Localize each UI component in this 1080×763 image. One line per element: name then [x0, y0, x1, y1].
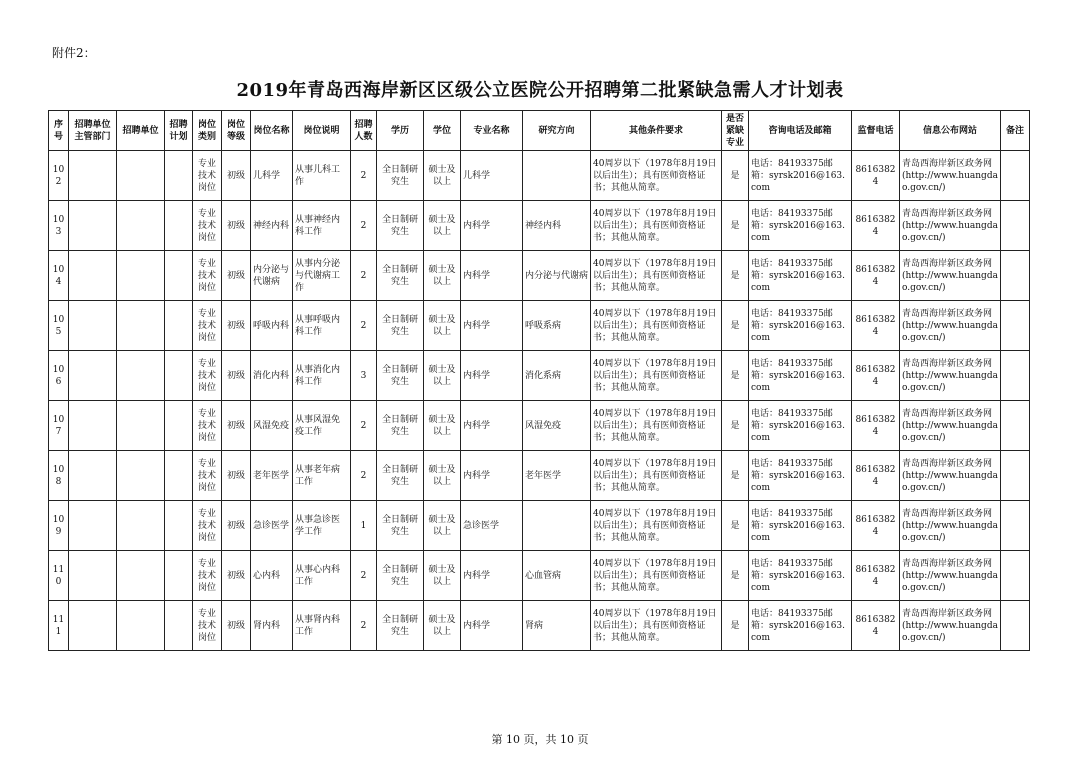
cell-research [523, 151, 591, 201]
cell-plan [165, 501, 193, 551]
cell-contact: 电话：84193375邮箱：syrsk2016@163.com [749, 551, 852, 601]
cell-seq: 107 [49, 401, 69, 451]
cell-post-type: 专业技术岗位 [193, 201, 222, 251]
cell-post-desc: 从事儿科工作 [293, 151, 351, 201]
cell-remark [1001, 251, 1030, 301]
cell-post-type: 专业技术岗位 [193, 451, 222, 501]
cell-supervise: 86163824 [852, 551, 900, 601]
cell-contact: 电话：84193375邮箱：syrsk2016@163.com [749, 601, 852, 651]
table-row [49, 201, 1030, 251]
cell-other: 40周岁以下（1978年8月19日以后出生）；具有医师资格证书；其他从简章。 [591, 251, 722, 301]
cell-plan [165, 551, 193, 601]
cell-supervise: 86163824 [852, 251, 900, 301]
header-unit: 招聘单位 [117, 111, 165, 151]
cell-supervise: 86163824 [852, 301, 900, 351]
header-row [49, 111, 1030, 151]
cell-plan [165, 401, 193, 451]
cell-plan [165, 301, 193, 351]
cell-post-type: 专业技术岗位 [193, 601, 222, 651]
cell-education: 全日制研究生 [377, 351, 424, 401]
cell-education: 全日制研究生 [377, 451, 424, 501]
cell-info: 青岛西海岸新区政务网(http://www.huangdao.gov.cn/) [900, 151, 1001, 201]
cell-post-name: 老年医学 [251, 451, 293, 501]
cell-unit [117, 551, 165, 601]
cell-post-desc: 从事内分泌与代谢病工作 [293, 251, 351, 301]
cell-info: 青岛西海岸新区政务网(http://www.huangdao.gov.cn/) [900, 351, 1001, 401]
cell-post-name: 消化内科 [251, 351, 293, 401]
cell-research: 心血管病 [523, 551, 591, 601]
cell-post-level: 初级 [222, 251, 251, 301]
cell-education: 全日制研究生 [377, 301, 424, 351]
header-seq: 序号 [49, 111, 69, 151]
table-row [49, 451, 1030, 501]
cell-major: 儿科学 [461, 151, 523, 201]
cell-unit [117, 301, 165, 351]
cell-info: 青岛西海岸新区政务网(http://www.huangdao.gov.cn/) [900, 301, 1001, 351]
cell-shortage: 是 [722, 301, 749, 351]
cell-dept [69, 451, 117, 501]
header-remark: 备注 [1001, 111, 1030, 151]
cell-remark [1001, 501, 1030, 551]
cell-seq: 103 [49, 201, 69, 251]
cell-post-level: 初级 [222, 601, 251, 651]
cell-dept [69, 551, 117, 601]
header-post-name: 岗位名称 [251, 111, 293, 151]
cell-remark [1001, 301, 1030, 351]
header-education: 学历 [377, 111, 424, 151]
cell-remark [1001, 451, 1030, 501]
cell-post-type: 专业技术岗位 [193, 551, 222, 601]
cell-degree: 硕士及以上 [424, 151, 461, 201]
cell-remark [1001, 151, 1030, 201]
cell-degree: 硕士及以上 [424, 201, 461, 251]
cell-plan [165, 351, 193, 401]
cell-post-name: 急诊医学 [251, 501, 293, 551]
cell-shortage: 是 [722, 501, 749, 551]
cell-post-name: 风湿免疫 [251, 401, 293, 451]
header-major: 专业名称 [461, 111, 523, 151]
table-row [49, 401, 1030, 451]
table-row [49, 351, 1030, 401]
cell-supervise: 86163824 [852, 351, 900, 401]
cell-post-name: 儿科学 [251, 151, 293, 201]
cell-post-level: 初级 [222, 151, 251, 201]
page-title: 2019年青岛西海岸新区区级公立医院公开招聘第二批紧缺急需人才计划表 [236, 80, 844, 101]
cell-major: 内科学 [461, 451, 523, 501]
attachment-label: 附件2： [52, 46, 96, 60]
table-row [49, 551, 1030, 601]
cell-research: 风湿免疫 [523, 401, 591, 451]
cell-other: 40周岁以下（1978年8月19日以后出生）；具有医师资格证书；其他从简章。 [591, 351, 722, 401]
cell-plan [165, 601, 193, 651]
cell-info: 青岛西海岸新区政务网(http://www.huangdao.gov.cn/) [900, 201, 1001, 251]
cell-count: 1 [351, 501, 377, 551]
cell-post-level: 初级 [222, 351, 251, 401]
cell-post-level: 初级 [222, 401, 251, 451]
table-row [49, 501, 1030, 551]
header-degree: 学位 [424, 111, 461, 151]
cell-degree: 硕士及以上 [424, 401, 461, 451]
cell-shortage: 是 [722, 201, 749, 251]
cell-other: 40周岁以下（1978年8月19日以后出生）；具有医师资格证书；其他从简章。 [591, 451, 722, 501]
cell-unit [117, 401, 165, 451]
cell-count: 2 [351, 201, 377, 251]
cell-other: 40周岁以下（1978年8月19日以后出生）；具有医师资格证书；其他从简章。 [591, 301, 722, 351]
cell-major: 内科学 [461, 401, 523, 451]
cell-info: 青岛西海岸新区政务网(http://www.huangdao.gov.cn/) [900, 601, 1001, 651]
cell-education: 全日制研究生 [377, 501, 424, 551]
cell-seq: 111 [49, 601, 69, 651]
cell-seq: 108 [49, 451, 69, 501]
header-contact: 咨询电话及邮箱 [749, 111, 852, 151]
cell-post-name: 内分泌与代谢病 [251, 251, 293, 301]
cell-remark [1001, 201, 1030, 251]
cell-dept [69, 201, 117, 251]
cell-dept [69, 401, 117, 451]
header-dept: 招聘单位主管部门 [69, 111, 117, 151]
header-supervise: 监督电话 [852, 111, 900, 151]
cell-dept [69, 301, 117, 351]
cell-supervise: 86163824 [852, 201, 900, 251]
cell-unit [117, 601, 165, 651]
cell-unit [117, 201, 165, 251]
cell-seq: 109 [49, 501, 69, 551]
cell-seq: 102 [49, 151, 69, 201]
cell-info: 青岛西海岸新区政务网(http://www.huangdao.gov.cn/) [900, 451, 1001, 501]
cell-post-desc: 从事心内科工作 [293, 551, 351, 601]
cell-supervise: 86163824 [852, 451, 900, 501]
cell-unit [117, 151, 165, 201]
cell-research: 老年医学 [523, 451, 591, 501]
cell-shortage: 是 [722, 401, 749, 451]
cell-post-type: 专业技术岗位 [193, 301, 222, 351]
cell-post-type: 专业技术岗位 [193, 151, 222, 201]
header-post-type: 岗位类别 [193, 111, 222, 151]
cell-major: 内科学 [461, 301, 523, 351]
cell-info: 青岛西海岸新区政务网(http://www.huangdao.gov.cn/) [900, 551, 1001, 601]
cell-major: 内科学 [461, 601, 523, 651]
cell-count: 2 [351, 301, 377, 351]
cell-education: 全日制研究生 [377, 251, 424, 301]
cell-post-level: 初级 [222, 551, 251, 601]
cell-post-type: 专业技术岗位 [193, 251, 222, 301]
cell-unit [117, 451, 165, 501]
cell-seq: 110 [49, 551, 69, 601]
cell-degree: 硕士及以上 [424, 351, 461, 401]
cell-degree: 硕士及以上 [424, 601, 461, 651]
table-row [49, 251, 1030, 301]
cell-education: 全日制研究生 [377, 401, 424, 451]
table-body [49, 151, 1030, 651]
cell-remark [1001, 551, 1030, 601]
cell-major: 急诊医学 [461, 501, 523, 551]
cell-research [523, 501, 591, 551]
cell-post-level: 初级 [222, 501, 251, 551]
header-info: 信息公布网站 [900, 111, 1001, 151]
cell-plan [165, 251, 193, 301]
cell-dept [69, 501, 117, 551]
cell-post-type: 专业技术岗位 [193, 501, 222, 551]
cell-contact: 电话：84193375邮箱：syrsk2016@163.com [749, 301, 852, 351]
cell-supervise: 86163824 [852, 151, 900, 201]
cell-plan [165, 451, 193, 501]
cell-other: 40周岁以下（1978年8月19日以后出生）；具有医师资格证书；其他从简章。 [591, 151, 722, 201]
cell-supervise: 86163824 [852, 501, 900, 551]
cell-contact: 电话：84193375邮箱：syrsk2016@163.com [749, 351, 852, 401]
cell-dept [69, 151, 117, 201]
cell-count: 2 [351, 151, 377, 201]
cell-count: 2 [351, 251, 377, 301]
cell-post-desc: 从事老年病工作 [293, 451, 351, 501]
cell-shortage: 是 [722, 551, 749, 601]
cell-post-desc: 从事肾内科工作 [293, 601, 351, 651]
cell-unit [117, 501, 165, 551]
cell-count: 3 [351, 351, 377, 401]
header-plan: 招聘计划 [165, 111, 193, 151]
cell-post-desc: 从事神经内科工作 [293, 201, 351, 251]
cell-shortage: 是 [722, 351, 749, 401]
cell-major: 内科学 [461, 351, 523, 401]
cell-plan [165, 201, 193, 251]
cell-count: 2 [351, 601, 377, 651]
cell-post-type: 专业技术岗位 [193, 401, 222, 451]
cell-other: 40周岁以下（1978年8月19日以后出生）；具有医师资格证书；其他从简章。 [591, 201, 722, 251]
cell-contact: 电话：84193375邮箱：syrsk2016@163.com [749, 251, 852, 301]
cell-research: 呼吸系病 [523, 301, 591, 351]
cell-post-name: 心内科 [251, 551, 293, 601]
table-row [49, 301, 1030, 351]
cell-research: 消化系病 [523, 351, 591, 401]
cell-shortage: 是 [722, 251, 749, 301]
table-row [49, 151, 1030, 201]
cell-dept [69, 251, 117, 301]
cell-plan [165, 151, 193, 201]
cell-other: 40周岁以下（1978年8月19日以后出生）；具有医师资格证书；其他从简章。 [591, 501, 722, 551]
cell-count: 2 [351, 401, 377, 451]
cell-other: 40周岁以下（1978年8月19日以后出生）；具有医师资格证书；其他从简章。 [591, 551, 722, 601]
cell-post-desc: 从事呼吸内科工作 [293, 301, 351, 351]
cell-contact: 电话：84193375邮箱：syrsk2016@163.com [749, 401, 852, 451]
cell-info: 青岛西海岸新区政务网(http://www.huangdao.gov.cn/) [900, 501, 1001, 551]
cell-dept [69, 351, 117, 401]
cell-post-name: 肾内科 [251, 601, 293, 651]
cell-contact: 电话：84193375邮箱：syrsk2016@163.com [749, 501, 852, 551]
cell-seq: 105 [49, 301, 69, 351]
cell-contact: 电话：84193375邮箱：syrsk2016@163.com [749, 201, 852, 251]
header-count: 招聘人数 [351, 111, 377, 151]
cell-major: 内科学 [461, 251, 523, 301]
cell-remark [1001, 601, 1030, 651]
cell-degree: 硕士及以上 [424, 251, 461, 301]
cell-info: 青岛西海岸新区政务网(http://www.huangdao.gov.cn/) [900, 251, 1001, 301]
cell-contact: 电话：84193375邮箱：syrsk2016@163.com [749, 451, 852, 501]
cell-seq: 106 [49, 351, 69, 401]
cell-other: 40周岁以下（1978年8月19日以后出生）；具有医师资格证书；其他从简章。 [591, 601, 722, 651]
cell-research: 神经内科 [523, 201, 591, 251]
header-post-desc: 岗位说明 [293, 111, 351, 151]
header-research: 研究方向 [523, 111, 591, 151]
recruitment-table [48, 110, 1030, 651]
cell-supervise: 86163824 [852, 401, 900, 451]
cell-shortage: 是 [722, 601, 749, 651]
cell-remark [1001, 351, 1030, 401]
cell-post-desc: 从事消化内科工作 [293, 351, 351, 401]
page-footer: 第 10 页，共 10 页 [491, 733, 589, 746]
cell-dept [69, 601, 117, 651]
cell-major: 内科学 [461, 551, 523, 601]
cell-degree: 硕士及以上 [424, 551, 461, 601]
header-post-level: 岗位等级 [222, 111, 251, 151]
cell-post-name: 神经内科 [251, 201, 293, 251]
cell-post-type: 专业技术岗位 [193, 351, 222, 401]
cell-post-desc: 从事急诊医学工作 [293, 501, 351, 551]
cell-info: 青岛西海岸新区政务网(http://www.huangdao.gov.cn/) [900, 401, 1001, 451]
cell-post-level: 初级 [222, 301, 251, 351]
cell-unit [117, 351, 165, 401]
cell-post-level: 初级 [222, 201, 251, 251]
cell-remark [1001, 401, 1030, 451]
cell-research: 肾病 [523, 601, 591, 651]
cell-unit [117, 251, 165, 301]
cell-contact: 电话：84193375邮箱：syrsk2016@163.com [749, 151, 852, 201]
table-row [49, 601, 1030, 651]
cell-education: 全日制研究生 [377, 151, 424, 201]
cell-count: 2 [351, 551, 377, 601]
cell-post-level: 初级 [222, 451, 251, 501]
cell-education: 全日制研究生 [377, 601, 424, 651]
cell-shortage: 是 [722, 451, 749, 501]
cell-education: 全日制研究生 [377, 551, 424, 601]
cell-post-name: 呼吸内科 [251, 301, 293, 351]
cell-major: 内科学 [461, 201, 523, 251]
header-other: 其他条件要求 [591, 111, 722, 151]
cell-seq: 104 [49, 251, 69, 301]
cell-count: 2 [351, 451, 377, 501]
cell-degree: 硕士及以上 [424, 301, 461, 351]
cell-post-desc: 从事风湿免疫工作 [293, 401, 351, 451]
cell-other: 40周岁以下（1978年8月19日以后出生）；具有医师资格证书；其他从简章。 [591, 401, 722, 451]
cell-education: 全日制研究生 [377, 201, 424, 251]
header-shortage: 是否紧缺专业 [722, 111, 749, 151]
cell-research: 内分泌与代谢病 [523, 251, 591, 301]
cell-supervise: 86163824 [852, 601, 900, 651]
cell-degree: 硕士及以上 [424, 451, 461, 501]
cell-shortage: 是 [722, 151, 749, 201]
cell-degree: 硕士及以上 [424, 501, 461, 551]
